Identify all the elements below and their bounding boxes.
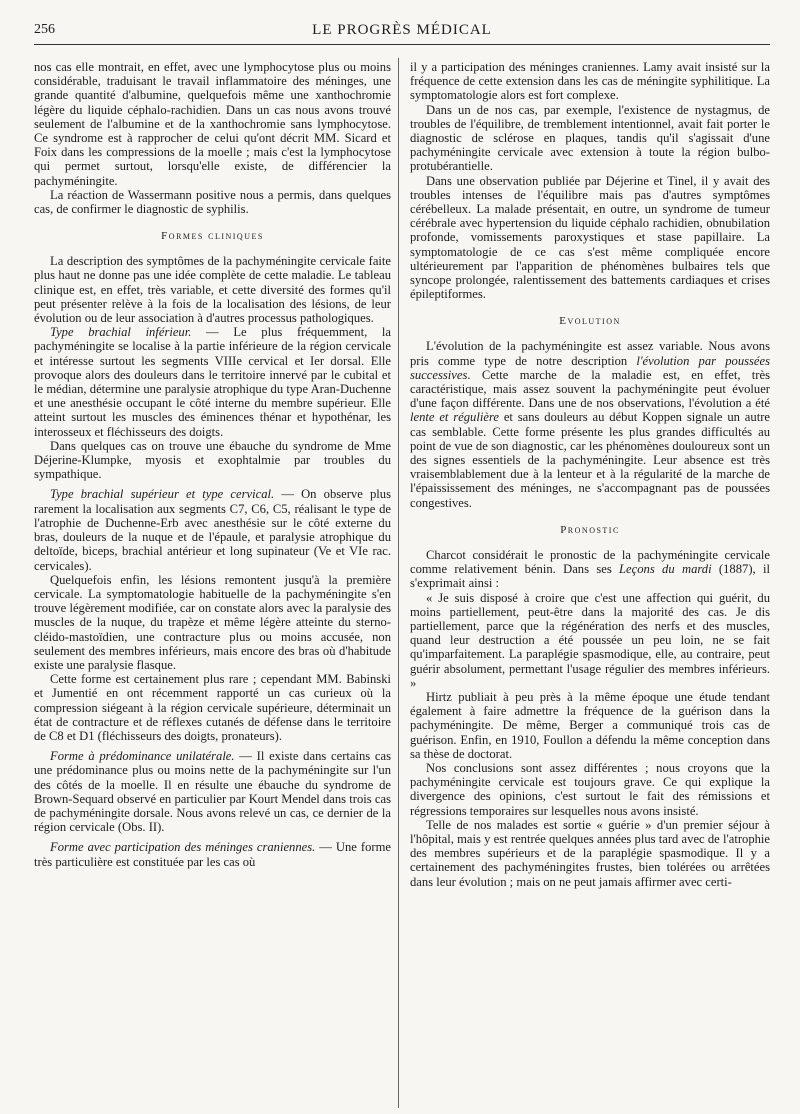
quotation: « Je suis disposé à croire que c'est une affection qui guérit, du moins partiellement, peut-être dans la majorité des cas. Je dis partiellement, parce que la régénération des nerfs et des muscles, quand leur destruction a été poussée un peu loin, ne se fait qu'imparfaitement. La paraplégie spasmodique, elle, au contraire, peut guérir absolument, permettant l'usage régulier des membres inférieurs. » xyxy=(410,590,770,690)
paragraph: Dans une observation publiée par Déjerine et Tinel, il y avait des troubles intenses de l'équilibre mais pas d'autres symptômes cérébelleux. La malade présentait, en outre, un syndrome de tumeur cérébrale avec hypertension du liquide céphalo rachidien, obnubilation profonde, vomissements paroxystiques et stase papillaire. La symptomatologie de ce cas s'est même compliquée encore ultérieurement par l'apparition de phénomènes bulbaires tels que syncope prolongée, ralentissement des battements cardiaques et crises épileptiformes. xyxy=(410,173,770,302)
section-heading-evolution: Evolution xyxy=(559,315,621,328)
subsection-title: Type brachial supérieur et type cervical. xyxy=(50,487,275,502)
paragraph: il y a participation des méninges craniennes. Lamy avait insisté sur la fréquence de cette extension dans les cas de méningite syphilitique. La symptomatologie alors est fort complexe. xyxy=(410,60,770,103)
paragraph: Charcot considérait le pronostic de la pachyméningite cervicale comme relativement bénin. Dans ses Leçons du mardi (1887), il s'exprimait ainsi : xyxy=(410,547,770,591)
paragraph: Dans un de nos cas, par exemple, l'existence de nystagmus, de troubles de l'équilibre, de tremblement intentionnel, avait fait porter le diagnostic de sclérose en plaques, tandis qu'il s'agissait d'une pachyméningite cervicale avec extension à toute la région bulbo-protubérantielle. xyxy=(410,102,770,174)
page-number: 256 xyxy=(34,22,55,37)
right-column xyxy=(410,60,770,889)
paragraph: Hirtz publiait à peu près à la même époque une étude tendant également à faire admettre la fréquence de la guérison dans la pachyméningite. De même, Berger a communiqué trois cas de guérison. Enfin, en 1910, Foullon a défendu la même conception dans sa thèse de doctorat. xyxy=(410,689,770,761)
paragraph: Cette forme est certainement plus rare ; cependant MM. Babinski et Jumentié en ont récemment rapporté un cas curieux où la compression siégeant à la région cervicale supérieure, déterminait un état de contracture et de réflexes cutanés de défense dans le territoire de C8 et D1 (fléchisseurs des doigts, pronateurs). xyxy=(34,672,391,743)
paragraph: nos cas elle montrait, en effet, avec une lymphocytose plus ou moins considérable, traduisant le travail inflammatoire des méninges, une grande quantité d'albumine, quelquefois même une xanthochromie légère du liquide céphalo-rachidien. Dans un cas nous avons trouvé seulement de l'albumine et de la xanthochromie sans lymphocytose. Ce syndrome est à rapprocher de celui qu'ont décrit MM. Sicard et Foix dans les compressions de la moelle ; mais c'est la lymphocytose qui permet surtout, lorsqu'elle existe, de différencier la pachyméningite. xyxy=(34,60,391,188)
running-title: LE PROGRÈS MÉDICAL xyxy=(312,22,492,38)
page-header xyxy=(34,18,770,48)
paragraph: Forme à prédominance unilatérale. — Il existe dans certains cas une prédominance plus ou moins nette de la pachyméningite sur l'un des côtés de la moelle. Il en résulte une ébauche du syndrome de Brown-Sequard observé en particulier par Kourt Mendel dans trois cas de pachyméningite dorsale. Nous avons relevé un cas, ce dernier de la région cervicale (Obs. II). xyxy=(34,749,391,835)
paragraph: La réaction de Wassermann positive nous a permis, dans quelques cas, de confirmer le diagnostic de syphilis. xyxy=(34,187,391,217)
left-column xyxy=(34,60,391,869)
paragraph: Type brachial inférieur. — Le plus fréquemment, la pachyméningite se localise à la partie inférieure de la région cervicale et intéresse surtout les segments VIIIe cervical et Ier dorsal. Elle provoque alors des douleurs dans le territoire innervé par le cubital et le médian, détermine une paralysie atrophique du type Aran-Duchenne et une anesthésie occupant le côté interne du membre supérieur. Elle atteint surtout les muscles des éminences thénar et hypothénar, les interosseux et fléchisseurs des doigts. xyxy=(34,325,391,439)
paragraph: L'évolution de la pachyméningite est assez variable. Nous avons pris comme type de notre description l'évolution par poussées successives. Cette marche de la maladie est, en effet, très caractéristique, mais assez souvent la pachyméningite peut évoluer d'une façon différente. Dans une de nos observations, l'évolution a été lente et régulière et sans douleurs au début Koppen signale un autre cas semblable. Cette forme présente les plus grandes difficultés au point de vue de son diagnostic, car les phénomènes douloureux sont un des signes essentiels de la pachyméningite. Leur absence est très vraisemblablement due à la lenteur et à la régularité de la marche de l'épaississement des méninges, ne s'accompagnant pas de poussées congestives. xyxy=(410,339,770,510)
paragraph: Forme avec participation des méninges craniennes. — Une forme très particulière est constituée par les cas où xyxy=(34,840,391,869)
paragraph: Telle de nos malades est sortie « guérie » d'un premier séjour à l'hôpital, mais y est rentrée quelques années plus tard avec de l'atrophie des membres supérieurs et de la paraplégie spasmodique. Il y a certainement des pachyméningites frustes, bien tolérées ou arrêtées dans leur évolution ; mais on ne peut jamais affirmer avec certi- xyxy=(410,817,770,889)
paragraph: Quelquefois enfin, les lésions remontent jusqu'à la première cervicale. La symptomatologie habituelle de la pachyméningite s'en trouve légèrement modifiée, car on constate alors avec la paralysie des muscles de la nuque, du trapèze et même légère atteinte du sterno-cléido-mastoïdien, une contracture plus ou moins accusée, non seulement des membres inférieurs, mais encore des bras où d'habitude existe une paralysie flasque. xyxy=(34,572,391,672)
paragraph: Type brachial supérieur et type cervical. — On observe plus rarement la localisation aux segments C7, C6, C5, réalisant le type de l'atrophie de Duchenne-Erb avec anesthésie sur le côté externe du bras, douleurs de la nuque et de l'épaule, et paralysie atrophique du deltoïde, biceps, brachial antérieur et long supinateur (Ve et VIe rac. cervicales). xyxy=(34,487,391,573)
paragraph: Nos conclusions sont assez différentes ; nous croyons que la pachyméningite cervicale est toujours grave. Ce qui explique la divergence des opinions, c'est surtout le fait des rémissions et régressions temporaires sur lesquelles nous avons insisté. xyxy=(410,760,770,818)
subsection-title: Forme à prédominance unilatérale. xyxy=(50,749,235,764)
subsection-title: Forme avec participation des méninges craniennes. xyxy=(50,840,316,855)
header-rule xyxy=(34,44,770,45)
subsection-title: Type brachial inférieur. xyxy=(50,325,192,340)
paragraph: La description des symptômes de la pachyméningite cervicale faite plus haut ne donne pas une idée complète de cette maladie. Le tableau clinique est, en effet, très variable, et cette diversité des formes qu'il peut présenter relève à la fois de la localisation des lésions, de leur évolution ou de leur association à d'autres processus pathologiques. xyxy=(34,254,391,326)
paragraph: Dans quelques cas on trouve une ébauche du syndrome de Mme Déjerine-Klumpke, myosis et exophtalmie par troubles du sympathique. xyxy=(34,438,391,482)
section-heading-pronostic: Pronostic xyxy=(560,523,620,536)
column-divider xyxy=(398,58,399,1108)
section-heading-formes: Formes cliniques xyxy=(161,230,264,243)
